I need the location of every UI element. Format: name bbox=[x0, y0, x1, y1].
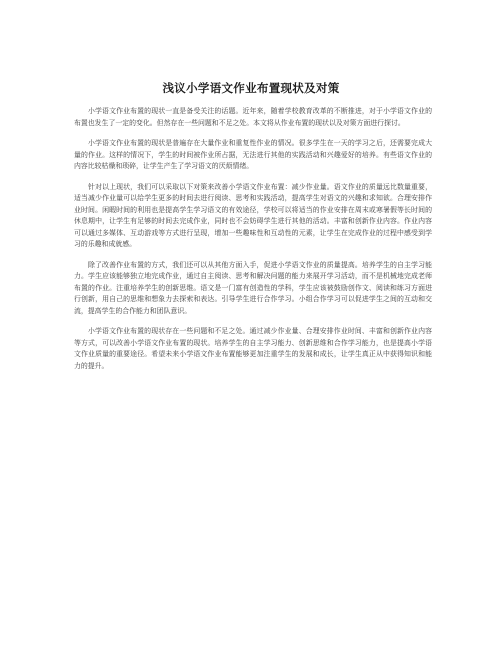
paragraph-countermeasures: 针对以上现状，我们可以采取以下对策来改善小学语文作业布置：减少作业量。语文作业的质量远比数量重要，适当减少作业量可以给学生更多的时间去进行阅读、思考和实践活动，提高学生对语文的兴趣和求知欲。合理安排作业时间。闲暇时间的利用也是提高学生学习语文的有效途径，学校可以将适当的作业安排在周末或寒暑假等长时间的休息期中，让学生有足够的时间去完成作业，同时也不会妨碍学生进行其他的活动。丰富和创新作业内容。作业内容可以通过多媒体、互动游戏等方式进行呈现，增加一些趣味性和互动性的元素，让学生在完成作业的过程中感受到学习的乐趣和成就感。 bbox=[74, 182, 432, 248]
document-title: 浅议小学语文作业布置现状及对策 bbox=[162, 81, 340, 95]
document-body bbox=[74, 106, 432, 381]
paragraph-conclusion: 小学语文作业布置的现状存在一些问题和不足之处。通过减少作业量、合理安排作业时间、丰富和创新作业内容等方式，可以改善小学语文作业布置的现状。培养学生的自主学习能力、创新思维和合作学习能力，也是提高小学语文作业质量的重要途径。希望未来小学语文作业布置能够更加注重学生的发展和成长，让学生真正从中获得知识和能力的提升。 bbox=[74, 327, 432, 370]
paragraph-other-approaches: 除了改善作业布置的方式，我们还可以从其他方面入手，促进小学语文作业的质量提高。培养学生的自主学习能力。学生应该能够独立地完成作业，通过自主阅读、思考和解决问题的能力来展开学习活动，而不是机械地完成老师布置的作业。注重培养学生的创新思维。语文是一门富有创造性的学科，学生应该被鼓励创作文、阅读和练习方面进行创新，用自己的思维和想象力去探索和表达。引导学生进行合作学习。小组合作学习可以促进学生之间的互动和交流，提高学生的合作能力和团队意识。 bbox=[74, 260, 432, 315]
paragraph-current-situation: 小学语文作业布置的现状是普遍存在大量作业和重复性作业的情况。很多学生在一天的学习之后，还需要完成大量的作业。这样的情况下，学生的时间被作业所占据，无法进行其他的实践活动和兴趣爱好的培养。有些语文作业的内容比较枯燥和琐碎，让学生产生了学习语文的厌烦情绪。 bbox=[74, 139, 432, 170]
paragraph-intro: 小学语文作业布置的现状一直是备受关注的话题。近年来，随着学校教育改革的不断推进，对于小学语文作业的布置也发生了一定的变化。但然存在一些问题和不足之处。本文将从作业布置的现状以及对策方面进行探讨。 bbox=[74, 107, 432, 127]
